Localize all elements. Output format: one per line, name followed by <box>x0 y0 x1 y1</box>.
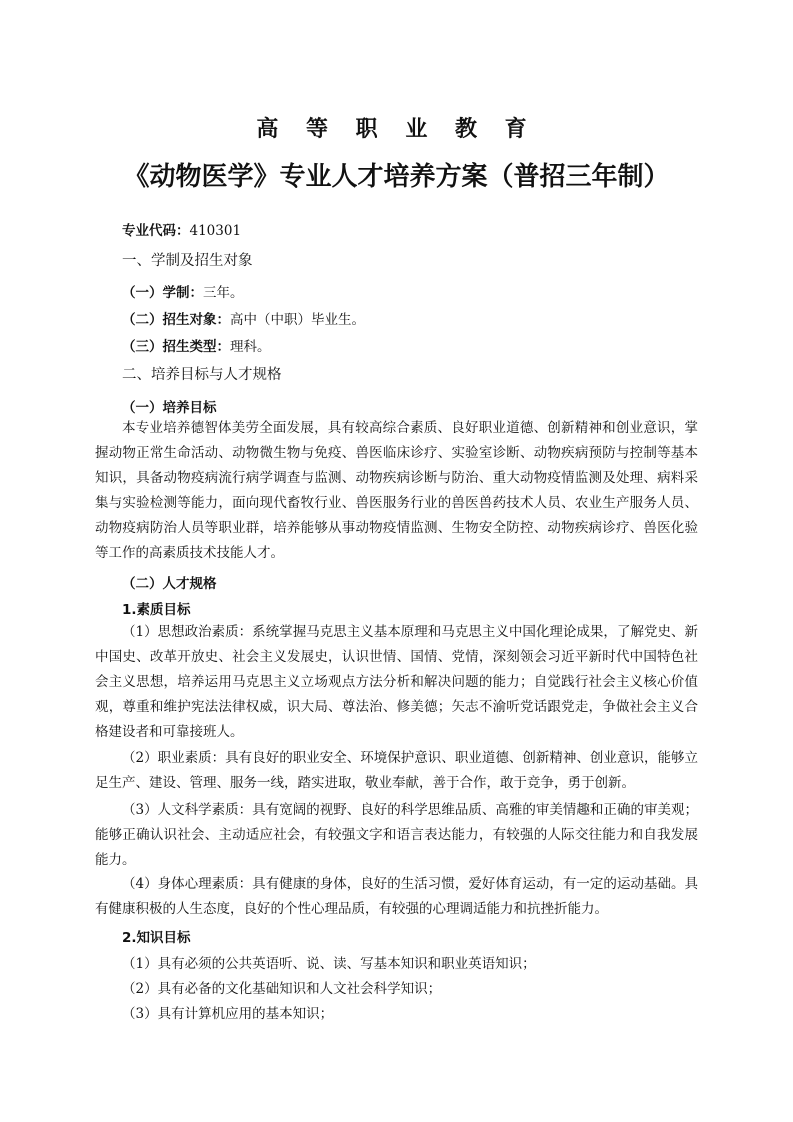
quality-item-professional: （2）职业素质：具有良好的职业安全、环境保护意识、职业道德、创新精神、创业意识，能够立足生产、建设、管理、服务一线，踏实进取，敬业奉献，善于合作，敢于竞争，勇于创新。 <box>95 750 698 792</box>
schooling-value: 三年。 <box>203 285 244 301</box>
enrollment-type-line <box>122 335 271 355</box>
quality-goal-heading: 1.素质目标 <box>122 602 191 618</box>
training-goal-paragraph: 本专业培养德智体美劳全面发展，具有较高综合素质、良好职业道德、创新精神和创业意识，掌握动物正常生命活动、动物微生物与免疫、兽医临床诊疗、实验室诊断、动物疾病预防与控制等基本知识，具备动物疫病流行病学调查与监测、动物疾病诊断与防治、重大动物疫情监测及处理、病料采集与实验检测等能力，面向现代畜牧行业、兽医服务行业的兽医兽药技术人员、农业生产服务人员、动物疫病防治人员等职业群，培养能够从事动物疫情监测、生物安全防控、动物疾病诊疗、兽医化验等工作的高素质技术技能人才。 <box>95 420 698 562</box>
talent-spec-heading: （二）人才规格 <box>122 576 217 592</box>
section-1-heading: 一、学制及招生对象 <box>122 253 253 269</box>
enrollment-type-value: 理科。 <box>230 339 271 355</box>
quality-item-humanities: （3）人文科学素质：具有宽阔的视野、良好的科学思维品质、高雅的审美情趣和正确的审美观；能够正确认识社会、主动适应社会，有较强文字和语言表达能力，有较强的人际交往能力和自我发展能力。 <box>95 802 698 869</box>
major-code-line <box>122 219 241 239</box>
knowledge-item: （1）具有必须的公共英语听、说、读、写基本知识和职业英语知识； <box>122 956 536 972</box>
enrollment-target-line <box>122 308 365 328</box>
enrollment-type-label: （三）招生类型： <box>122 339 230 355</box>
schooling-label: （一）学制： <box>122 285 203 301</box>
document-subtitle: 《动物医学》专业人才培养方案（普招三年制） <box>123 162 670 192</box>
quality-item-political: （1）思想政治素质：系统掌握马克思主义基本原理和马克思主义中国化理论成果，了解党史、新中国史、改革开放史、社会主义发展史，认识世情、国情、党情，深刻领会习近平新时代中国特色社会主义思想，培养运用马克思主义立场观点方法分析和解决问题的能力；自觉践行社会主义核心价值观，尊重和维护宪法法律权威，识大局、尊法治、修美德；矢志不渝听党话跟党走，争做社会主义合格建设者和可靠接班人。 <box>95 624 698 741</box>
knowledge-item: （2）具有必备的文化基础知识和人文社会科学知识； <box>122 981 442 997</box>
training-goal-heading: （一）培养目标 <box>122 400 217 416</box>
knowledge-goal-heading: 2.知识目标 <box>122 930 191 946</box>
section-2-heading: 二、培养目标与人才规格 <box>122 367 282 383</box>
quality-item-physical: （4）身体心理素质：具有健康的身体，良好的生活习惯，爱好体育运动，有一定的运动基础。具有健康积极的人生态度，良好的个性心理品质，有较强的心理调适能力和抗挫折能力。 <box>95 876 698 918</box>
document-title: 高 等 职 业 教 育 <box>256 117 537 142</box>
knowledge-item: （3）具有计算机应用的基本知识； <box>122 1006 334 1022</box>
schooling-line <box>122 281 244 301</box>
enrollment-target-label: （二）招生对象： <box>122 312 230 328</box>
enrollment-target-value: 高中（中职）毕业生。 <box>230 312 365 328</box>
major-code-label: 专业代码： <box>122 223 190 239</box>
major-code-value: 410301 <box>189 223 242 239</box>
